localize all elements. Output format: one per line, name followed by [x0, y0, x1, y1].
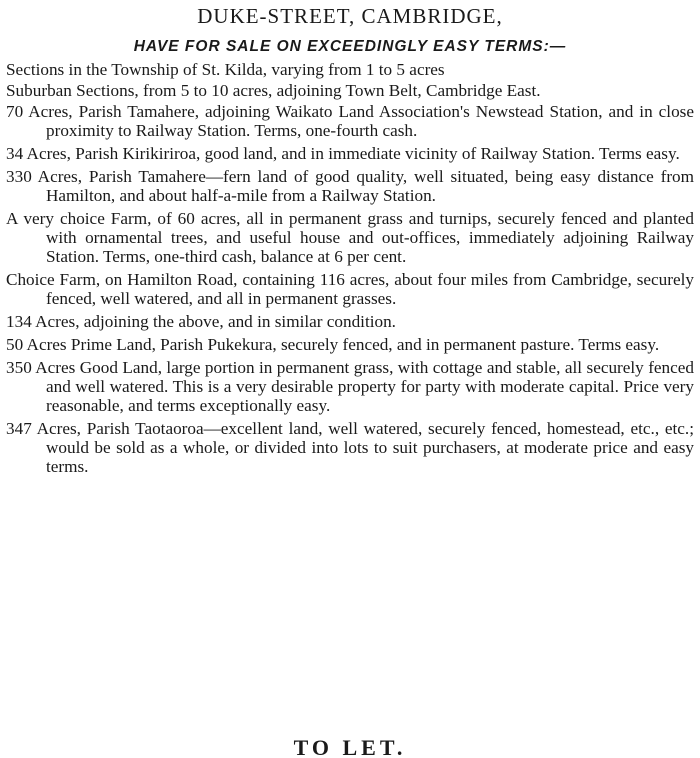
- to-let-heading: TO LET.: [293, 736, 407, 758]
- listing-suburban-sections: Suburban Sections, from 5 to 10 acres, adjoining Town Belt, Cambridge East.: [6, 81, 541, 100]
- advertiser-address-heading: DUKE-STREET, CAMBRIDGE,: [197, 4, 503, 28]
- listing-70-acres-tamahere: 70 Acres, Parish Tamahere, adjoining Waikato Land Association's Newstead Station, and in close proximity to Railway Station. Terms, one-fourth cash.: [6, 102, 694, 140]
- listing-60-acre-farm: A very choice Farm, of 60 acres, all in permanent grass and turnips, securely fenced and planted with ornamental trees, and useful house and out-offices, immediately adjoining Railway Station. Terms, one-third cash, balance at 6 per cent.: [6, 209, 694, 266]
- listing-34-acres-kirikiriroa: 34 Acres, Parish Kirikiriroa, good land, and in immediate vicinity of Railway Station. Terms easy.: [6, 144, 680, 163]
- listing-134-acres: 134 Acres, adjoining the above, and in similar condition.: [6, 312, 396, 331]
- listing-50-acres-pukekura: 50 Acres Prime Land, Parish Pukekura, securely fenced, and in permanent pasture. Terms easy.: [6, 335, 660, 354]
- listing-350-acres: 350 Acres Good Land, large portion in permanent grass, with cottage and stable, all securely fenced and well watered. This is a very desirable property for party with moderate capital. Price very reasonable, and terms exceptionally easy.: [6, 358, 694, 415]
- listing-st-kilda-sections: Sections in the Township of St. Kilda, varying from 1 to 5 acres: [6, 60, 445, 79]
- listing-116-acre-farm: Choice Farm, on Hamilton Road, containing 116 acres, about four miles from Cambridge, securely fenced, well watered, and all in permanent grasses.: [6, 270, 694, 308]
- listing-347-acres-taotaoroa: 347 Acres, Parish Taotaoroa—excellent land, well watered, securely fenced, homestead, etc., etc.; would be sold as a whole, or divided into lots to suit purchasers, at moderate price and easy terms.: [6, 419, 694, 476]
- sale-terms-subheading: HAVE FOR SALE ON EXCEEDINGLY EASY TERMS:—: [133, 38, 567, 55]
- advertisement-page: [0, 2, 700, 758]
- listing-330-acres-tamahere: 330 Acres, Parish Tamahere—fern land of good quality, well situated, being easy distance from Hamilton, and about half-a-mile from a Railway Station.: [6, 167, 694, 205]
- property-listings: [6, 60, 694, 476]
